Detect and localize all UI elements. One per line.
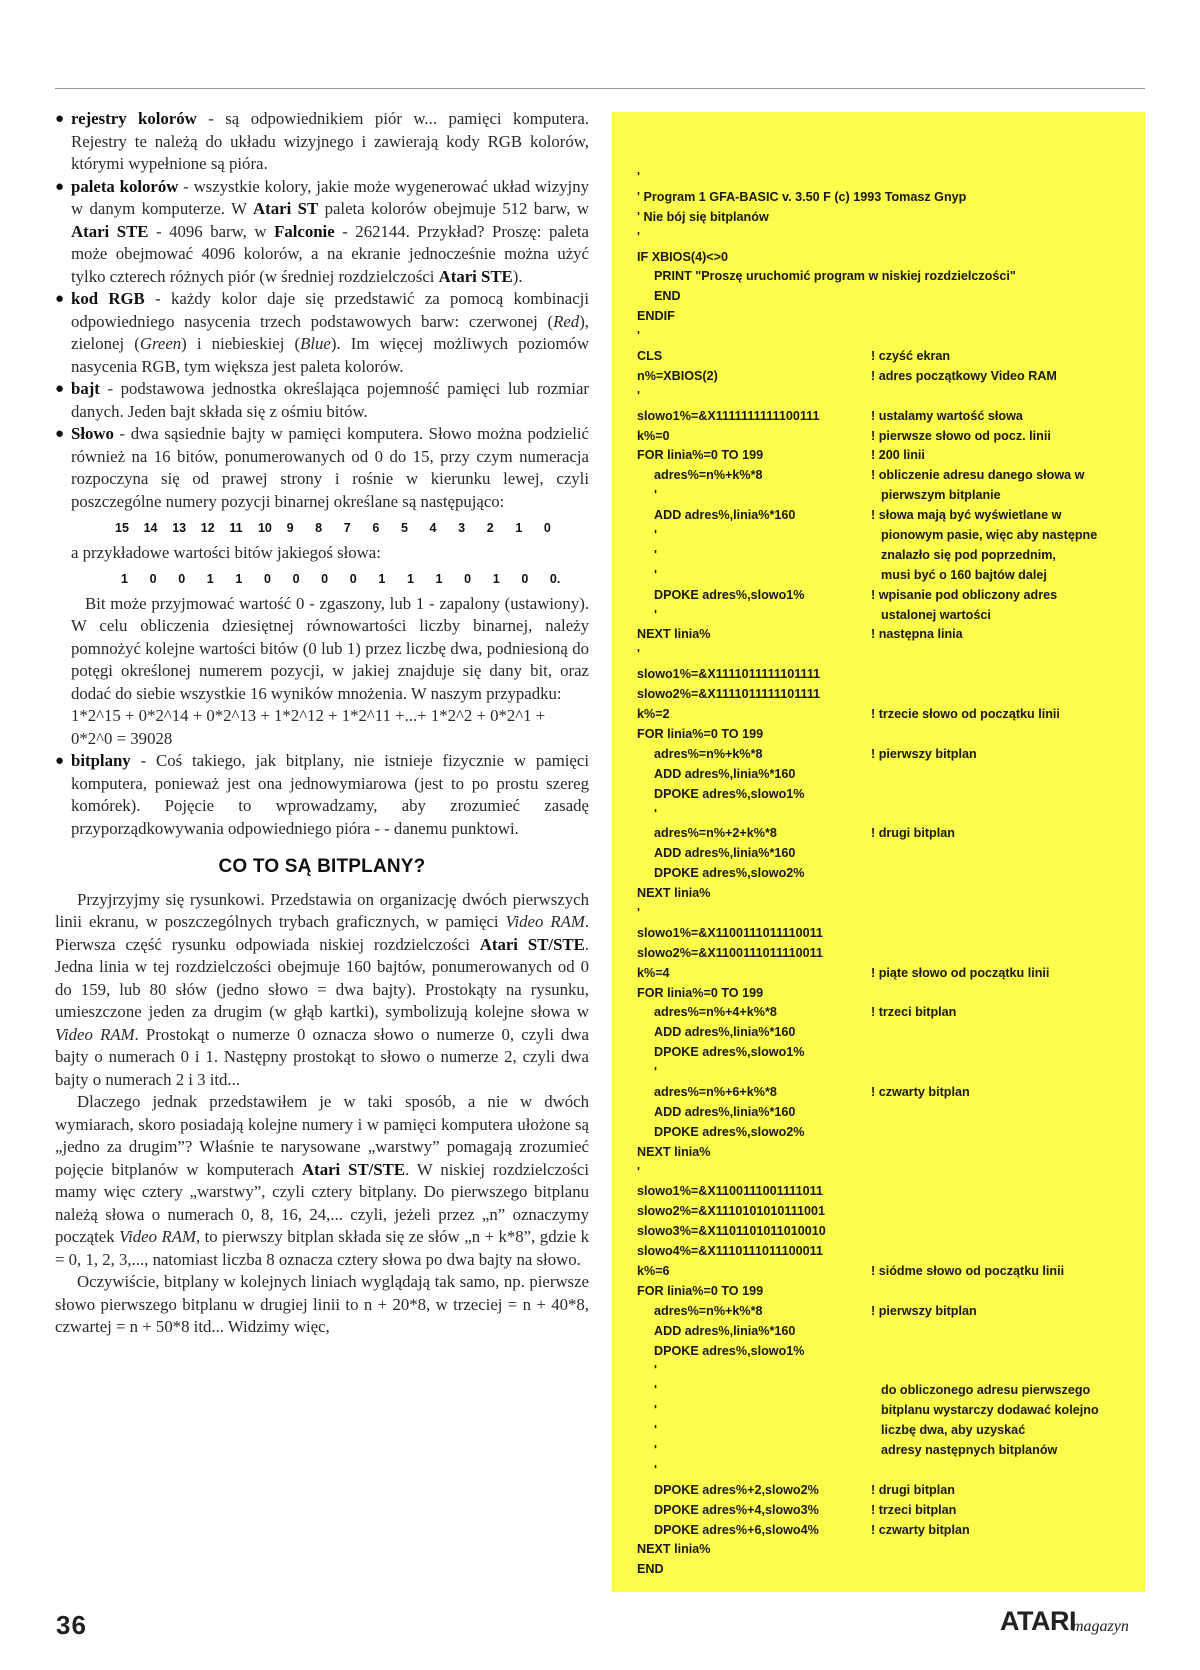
code-statement: k%=6 bbox=[637, 1263, 670, 1278]
code-line bbox=[637, 250, 1147, 270]
bit-cell: 7 bbox=[343, 521, 351, 535]
code-line bbox=[637, 1184, 1147, 1204]
bit-cell: 0 bbox=[521, 572, 529, 586]
code-statement: ' bbox=[637, 170, 640, 184]
bit-cell: 0 bbox=[292, 572, 300, 586]
code-statement: DPOKE adres%+2,slowo2% bbox=[647, 1482, 819, 1497]
page-number: 36 bbox=[56, 1610, 87, 1640]
bit-cell: 0 bbox=[321, 572, 329, 586]
bit-cell: 11 bbox=[229, 521, 243, 535]
code-comment: ! pierwsze słowo od pocz. linii bbox=[871, 428, 1051, 443]
bit-cell: 1 bbox=[492, 572, 500, 586]
bit-cell: 1 bbox=[435, 572, 443, 586]
bit-cell: 1 bbox=[206, 572, 214, 586]
section-heading: CO TO SĄ BITPLANY? bbox=[218, 856, 426, 877]
code-statement: CLS bbox=[637, 349, 663, 364]
paragraph-lines: Oczywiście, bitplany w kolejnych liniach wyglądają tak samo, np. pierwsze słowo pierwszego bitplanu w drugiej linii to n + 20*8, w trzeciej = n + 40*8, czwartej = n + 50*8 itd... Widzimy więc, bbox=[55, 1272, 589, 1336]
bit-cell: 2 bbox=[486, 521, 494, 535]
code-comment: ! adres początkowy Video RAM bbox=[871, 368, 1057, 383]
bit-example-intro: a przykładowe wartości bitów jakiegoś słowa: bbox=[71, 542, 381, 562]
code-statement: ' bbox=[647, 1363, 657, 1378]
code-statement: DPOKE adres%,slowo1% bbox=[647, 1343, 805, 1358]
code-statement: FOR linia%=0 TO 199 bbox=[637, 726, 764, 741]
code-statement: ' bbox=[637, 229, 640, 244]
bullet-icon: ● bbox=[55, 753, 65, 769]
code-statement: ADD adres%,linia%*160 bbox=[647, 1025, 796, 1040]
code-line bbox=[637, 1145, 1147, 1165]
code-line bbox=[637, 1423, 1147, 1443]
bullet-icon: ● bbox=[55, 381, 65, 397]
code-line bbox=[637, 727, 1147, 747]
paragraph-layers: Dlaczego jednak przedstawiłem je w taki sposób, a nie w dwóch wymiarach, skoro posiadają kolejne numery i w pamięci komputera ułożone są „jedno za drugim”? Właśnie te narysowane „warstwy” pomagają zrozumieć pojęcie bitplanów w komputerach Atari ST/STE. W niskiej rozdzielczości mamy więc cztery „warstwy”, czyli cztery bitplany. Do pierwszego bitplanu należą słowa o numerach 0, 8, 16, 24,... czyli, jeżeli przez „n” oznaczymy początek Video RAM, to pierwszy bitplan składa się ze słów „n + k*8”, gdzie k = 0, 1, 2, 3,..., natomiast liczba 8 oznacza cztery słowa po dwa bajty na słowo. bbox=[55, 1092, 590, 1269]
code-statement: ' bbox=[647, 607, 657, 622]
bit-value-row bbox=[55, 568, 589, 591]
code-statement: k%=0 bbox=[637, 428, 670, 443]
code-statement: ' bbox=[637, 1164, 640, 1179]
code-statement: ' bbox=[647, 1443, 657, 1457]
bullet-icon: ● bbox=[55, 291, 65, 307]
code-statement: slowo2%=&X1110101010111001 bbox=[637, 1204, 826, 1219]
code-comment: ! pierwszy bitplan bbox=[871, 746, 977, 761]
code-line bbox=[637, 170, 1147, 190]
bit-cell: 15 bbox=[115, 521, 129, 535]
code-line bbox=[637, 1025, 1147, 1045]
code-line bbox=[637, 747, 1147, 767]
code-listing-panel bbox=[612, 112, 1145, 1592]
bit-cell: 0 bbox=[543, 521, 551, 535]
code-comment: ! 200 linii bbox=[871, 448, 925, 463]
code-comment: ! obliczenie adresu danego słowa w bbox=[871, 468, 1085, 483]
code-statement: ' bbox=[647, 547, 657, 562]
code-comment: ! drugi bitplan bbox=[871, 1482, 955, 1497]
code-statement: END bbox=[637, 1562, 664, 1577]
code-statement: DPOKE adres%,slowo1% bbox=[647, 786, 805, 801]
code-line bbox=[637, 1363, 1147, 1383]
code-line bbox=[637, 508, 1147, 528]
code-statement: NEXT linia% bbox=[637, 1144, 711, 1159]
magazine-logo bbox=[1000, 1604, 1150, 1644]
code-statement: adres%=n%+4+k%*8 bbox=[647, 1005, 777, 1020]
code-statement: END bbox=[647, 289, 681, 304]
code-statement: k%=2 bbox=[637, 707, 670, 722]
bit-cell: 1 bbox=[378, 572, 386, 586]
code-comment: ! trzeci bitplan bbox=[871, 1005, 957, 1020]
code-line bbox=[637, 1403, 1147, 1423]
code-statement: ' bbox=[647, 1403, 657, 1418]
code-statement: slowo1%=&X1111011111101111 bbox=[637, 667, 821, 682]
code-line bbox=[637, 1304, 1147, 1324]
code-comment: adresy następnych bitplanów bbox=[881, 1443, 1058, 1457]
code-statement: DPOKE adres%,slowo2% bbox=[647, 1124, 805, 1139]
code-line bbox=[637, 1483, 1147, 1503]
code-line bbox=[637, 826, 1147, 846]
code-line bbox=[637, 588, 1147, 608]
code-line bbox=[637, 807, 1147, 827]
code-line bbox=[637, 1005, 1147, 1025]
code-comment: ! czwarty bitplan bbox=[871, 1084, 970, 1099]
bit-cell: 8 bbox=[315, 521, 323, 535]
code-line bbox=[637, 568, 1147, 588]
bit-cell: 1 bbox=[121, 572, 128, 586]
code-line bbox=[637, 548, 1147, 568]
top-rule bbox=[55, 88, 1145, 89]
code-line bbox=[637, 986, 1147, 1006]
code-line bbox=[637, 1264, 1147, 1284]
code-line bbox=[637, 429, 1147, 449]
code-comment: ! trzeci bitplan bbox=[871, 1502, 957, 1517]
bit-cell: 0 bbox=[149, 572, 157, 586]
glossary-item-bitplanes: ● bitplany - Coś takiego, jak bitplany, nie istnieje fizycznie w pamięci komputera, ponieważ jest ona jednowymiarowa (jest to po prostu szereg komórek). Pojęcie to wprowadzamy, aby zrozumieć zasadę przyporządkowywania odpowiedniego pióra - - danemu punktowi. bbox=[55, 751, 589, 838]
code-line bbox=[637, 1045, 1147, 1065]
code-comment: pionowym pasie, więc aby następne bbox=[881, 528, 1098, 543]
bit-cell: 0. bbox=[549, 572, 561, 586]
code-statement: ' bbox=[647, 1423, 657, 1438]
code-line bbox=[637, 1125, 1147, 1145]
code-line bbox=[637, 926, 1147, 946]
code-statement: ' bbox=[637, 905, 640, 920]
bit-paragraph: Bit może przyjmować wartość 0 - zgaszony, lub 1 - zapalony (ustawiony). W celu obliczenia dziesiętnej równowartości liczby binarnej, należy pomnożyć kolejne wartości bitów (0 lub 1) przez liczbę dwa, podniesioną do potęgi określonej numerem pozycji, w jakiej znajduje się dany bit, oraz dodać do siebie wszystkie 16 wyników mnożenia. W naszym przypadku: bbox=[71, 593, 589, 703]
code-comment: musi być o 160 bajtów dalej bbox=[881, 567, 1047, 582]
code-comment: bitplanu wystarczy dodawać kolejno bbox=[881, 1403, 1099, 1418]
bit-cell: 1 bbox=[406, 572, 414, 586]
code-line bbox=[637, 1463, 1147, 1483]
code-comment: do obliczonego adresu pierwszego bbox=[881, 1383, 1091, 1398]
code-statement: ' bbox=[637, 647, 640, 662]
code-line bbox=[637, 946, 1147, 966]
code-comment: ! ustalamy wartość słowa bbox=[871, 408, 1023, 423]
code-statement: ' bbox=[647, 1462, 657, 1477]
bit-cell: 0 bbox=[349, 572, 357, 586]
code-line bbox=[637, 1324, 1147, 1344]
glossary-item-color-registers: ● rejestry kolorów - są odpowiednikiem piór w... pamięci komputera. Rejestry te należą do układu wizyjnego i zawierają kody RGB kolorów, którymi wypełnione są pióra. bbox=[55, 109, 589, 173]
code-line bbox=[637, 1284, 1147, 1304]
code-line bbox=[637, 1085, 1147, 1105]
code-statement: ' bbox=[647, 528, 657, 543]
code-statement: n%=XBIOS(2) bbox=[637, 368, 718, 383]
code-statement: ADD adres%,linia%*160 bbox=[647, 1323, 796, 1338]
code-line bbox=[637, 309, 1147, 329]
code-statement: NEXT linia% bbox=[637, 886, 711, 901]
bit-cell: 10 bbox=[257, 521, 272, 535]
bit-cell: 0 bbox=[464, 572, 472, 586]
binary-formula: 1*2^15 + 0*2^14 + 0*2^13 + 1*2^12 + 1*2^11 +...+ 1*2^2 + 0*2^1 + 0*2^0 = 39028 bbox=[71, 706, 546, 748]
code-statement: ' bbox=[647, 488, 657, 503]
code-line bbox=[637, 647, 1147, 667]
code-line bbox=[637, 389, 1147, 409]
bit-cell: 1 bbox=[235, 572, 243, 586]
code-comment: ! trzecie słowo od początku linii bbox=[871, 707, 1060, 722]
code-statement: DPOKE adres%+4,slowo3% bbox=[647, 1502, 819, 1517]
code-line bbox=[637, 767, 1147, 787]
code-comment: ! następna linia bbox=[871, 627, 963, 642]
code-statement: IF XBIOS(4)<>0 bbox=[637, 249, 728, 264]
glossary-item-byte: ● bajt - podstawowa jednostka określająca pojemność pamięci lub rozmiar danych. Jeden bajt składa się z ośmiu bitów. bbox=[55, 379, 589, 421]
code-line bbox=[637, 1165, 1147, 1185]
bullet-icon: ● bbox=[55, 426, 65, 442]
code-line bbox=[637, 846, 1147, 866]
paragraph-figure: Przyjrzyjmy się rysunkowi. Przedstawia on organizację dwóch pierwszych linii ekranu, w poszczególnych trybach graficznych, w pamięci Video RAM. Pierwsza część rysunku odpowiada niskiej rozdzielczości Atari ST/STE. Jedna linia w tej rozdzielczości obejmuje 160 bajtów, ponumerowanych od 0 do 159, lub 80 słów (jedno słowo = dwa bajty). Prostokąty na rysunku, umieszczone jeden za drugim (w głąb kartki), symbolizują kolejne słowa w Video RAM. Prostokąt o numerze 0 oznacza słowo o numerze 0, czyli dwa bajty o numerach 0 i 1. Następny prostokąt to słowo o numerze 2, czyli dwa bajty o numerach 2 i 3 itd... bbox=[55, 889, 590, 1089]
code-line bbox=[637, 1562, 1147, 1582]
bit-cell: 1 bbox=[515, 521, 523, 535]
code-line bbox=[637, 528, 1147, 548]
code-comment: ! drugi bitplan bbox=[871, 826, 955, 841]
code-line bbox=[637, 230, 1147, 250]
code-line bbox=[637, 787, 1147, 807]
code-statement: DPOKE adres%,slowo2% bbox=[647, 866, 805, 881]
bit-cell: 3 bbox=[458, 521, 466, 535]
code-line bbox=[637, 1443, 1147, 1463]
code-line bbox=[637, 289, 1147, 309]
bullet-icon: ● bbox=[55, 111, 65, 127]
code-line bbox=[637, 349, 1147, 369]
code-statement: ' bbox=[637, 388, 640, 403]
code-line bbox=[637, 886, 1147, 906]
code-statement: ' Nie bój się bitplanów bbox=[637, 209, 769, 224]
code-statement: DPOKE adres%,slowo1% bbox=[647, 587, 805, 602]
bit-cell: 9 bbox=[286, 521, 294, 535]
code-line bbox=[637, 1383, 1147, 1403]
code-comment: znalazło się pod poprzednim, bbox=[881, 547, 1056, 562]
bit-cell: 0 bbox=[178, 572, 186, 586]
code-statement: slowo2%=&X1100111011110011 bbox=[637, 945, 823, 960]
code-line bbox=[637, 866, 1147, 886]
code-statement: slowo1%=&X1100111001111011 bbox=[637, 1184, 823, 1199]
code-line bbox=[637, 448, 1147, 468]
code-comment: ! wpisanie pod obliczony adres bbox=[871, 587, 1058, 602]
code-line bbox=[637, 966, 1147, 986]
code-comment: ! siódme słowo od początku linii bbox=[871, 1263, 1065, 1278]
code-statement: PRINT "Proszę uruchomić program w niskiej rozdzielczości" bbox=[647, 269, 1016, 284]
code-line bbox=[637, 190, 1147, 210]
code-statement: slowo3%=&X1101101011010010 bbox=[637, 1224, 826, 1239]
bit-cell: 4 bbox=[429, 521, 437, 535]
bit-cell: 14 bbox=[143, 521, 158, 535]
code-comment: pierwszym bitplanie bbox=[881, 488, 1001, 503]
code-line bbox=[637, 369, 1147, 389]
glossary-item-palette: ● paleta kolorów - wszystkie kolory, jakie może wygenerować układ wizyjny w danym komputerze. W Atari ST paleta kolorów obejmuje 512 barw, w Atari STE - 4096 barw, w Falconie - 262144. Przykład? Proszę: paleta może obejmować 4096 kolorów, a na ekranie jednocześnie można użyć tylko czterech różnych piór (w średniej rozdzielczości Atari STE). bbox=[55, 176, 590, 286]
code-statement: ADD adres%,linia%*160 bbox=[647, 846, 796, 861]
code-line bbox=[637, 1523, 1147, 1543]
code-comment: ustalonej wartości bbox=[881, 607, 991, 622]
code-line bbox=[637, 1105, 1147, 1125]
code-line bbox=[637, 409, 1147, 429]
code-line bbox=[637, 906, 1147, 926]
code-line bbox=[637, 269, 1147, 289]
glossary-item-rgb: ● kod RGB - każdy kolor daje się przedstawić za pomocą kombinacji odpowiedniego nasycenia trzech podstawowych barw: czerwonej (Red), zielonej (Green) i niebieskiej (Blue). Im więcej możliwych poziomów nasycenia RGB, tym większa jest paleta kolorów. bbox=[55, 289, 590, 376]
code-line bbox=[637, 1344, 1147, 1364]
code-line bbox=[637, 1224, 1147, 1244]
code-statement: slowo1%=&X1100111011110011 bbox=[637, 925, 823, 940]
code-comment: ! czwarty bitplan bbox=[871, 1522, 970, 1537]
code-statement: ' bbox=[647, 1065, 657, 1080]
code-statement: ' Program 1 GFA-BASIC v. 3.50 F (c) 1993 Tomasz Gnyp bbox=[637, 189, 967, 204]
bullet-icon: ● bbox=[55, 178, 65, 195]
code-line bbox=[637, 1204, 1147, 1224]
code-statement: slowo2%=&X1111011111101111 bbox=[637, 687, 821, 702]
bit-position-row bbox=[55, 517, 589, 540]
bit-cell: 13 bbox=[172, 521, 187, 535]
code-statement: adres%=n%+k%*8 bbox=[647, 468, 763, 483]
code-statement: DPOKE adres%+6,slowo4% bbox=[647, 1522, 819, 1537]
code-statement: ADD adres%,linia%*160 bbox=[647, 508, 796, 523]
bit-cell: 0 bbox=[263, 572, 271, 586]
code-line bbox=[637, 1503, 1147, 1523]
code-comment: ! piąte słowo od początku linii bbox=[871, 965, 1050, 980]
code-statement: ' bbox=[647, 806, 657, 821]
code-line bbox=[637, 488, 1147, 508]
bit-cell: 12 bbox=[200, 521, 215, 535]
code-statement: NEXT linia% bbox=[637, 627, 711, 642]
code-statement: adres%=n%+k%*8 bbox=[647, 1303, 763, 1318]
code-line bbox=[637, 608, 1147, 628]
code-statement: FOR linia%=0 TO 199 bbox=[637, 985, 764, 1000]
code-line bbox=[637, 707, 1147, 727]
code-statement: FOR linia%=0 TO 199 bbox=[637, 448, 764, 463]
logo-sub: magazyn bbox=[1072, 1618, 1129, 1635]
code-statement: adres%=n%+6+k%*8 bbox=[647, 1084, 777, 1099]
code-line bbox=[637, 329, 1147, 349]
code-comment: ! pierwszy bitplan bbox=[871, 1303, 977, 1318]
code-line bbox=[637, 667, 1147, 687]
bit-cell: 5 bbox=[400, 521, 408, 535]
code-comment: ! słowa mają być wyświetlane w bbox=[871, 508, 1062, 523]
code-statement: k%=4 bbox=[637, 965, 670, 980]
code-statement: DPOKE adres%,slowo1% bbox=[647, 1045, 805, 1060]
code-statement: slowo4%=&X1110111011100011 bbox=[637, 1244, 823, 1259]
code-listing bbox=[637, 170, 1147, 1582]
code-statement: ENDIF bbox=[637, 309, 675, 324]
glossary-item-word: ● Słowo - dwa sąsiednie bajty w pamięci komputera. Słowo można podzielić również na 16 bitów, ponumerowanych od 0 do 15, przy czym numeracja rozpoczyna się od prawej strony i rośnie w kierunku lewej, czyli poszczególne numery pozycji binarnej określane są następująco: bbox=[55, 424, 589, 511]
article-column bbox=[55, 108, 589, 1339]
code-statement: FOR linia%=0 TO 199 bbox=[637, 1283, 764, 1298]
code-statement: ADD adres%,linia%*160 bbox=[647, 766, 796, 781]
code-statement: ' bbox=[647, 567, 657, 582]
code-statement: ' bbox=[637, 329, 640, 344]
bit-cell: 6 bbox=[372, 521, 380, 535]
code-line bbox=[637, 1244, 1147, 1264]
logo-main: ATARI bbox=[1000, 1606, 1076, 1636]
code-line bbox=[637, 687, 1147, 707]
code-line bbox=[637, 210, 1147, 230]
code-statement: slowo1%=&X1111111111100111 bbox=[637, 408, 820, 423]
code-statement: adres%=n%+k%*8 bbox=[647, 746, 763, 761]
code-line bbox=[637, 627, 1147, 647]
code-statement: ADD adres%,linia%*160 bbox=[647, 1104, 796, 1119]
code-comment: liczbę dwa, aby uzyskać bbox=[881, 1423, 1026, 1438]
code-comment: ! czyść ekran bbox=[871, 349, 951, 364]
code-statement: NEXT linia% bbox=[637, 1542, 711, 1557]
code-line bbox=[637, 1542, 1147, 1562]
code-statement: ' bbox=[647, 1383, 657, 1398]
code-line bbox=[637, 468, 1147, 488]
code-line bbox=[637, 1065, 1147, 1085]
code-statement: adres%=n%+2+k%*8 bbox=[647, 826, 777, 841]
